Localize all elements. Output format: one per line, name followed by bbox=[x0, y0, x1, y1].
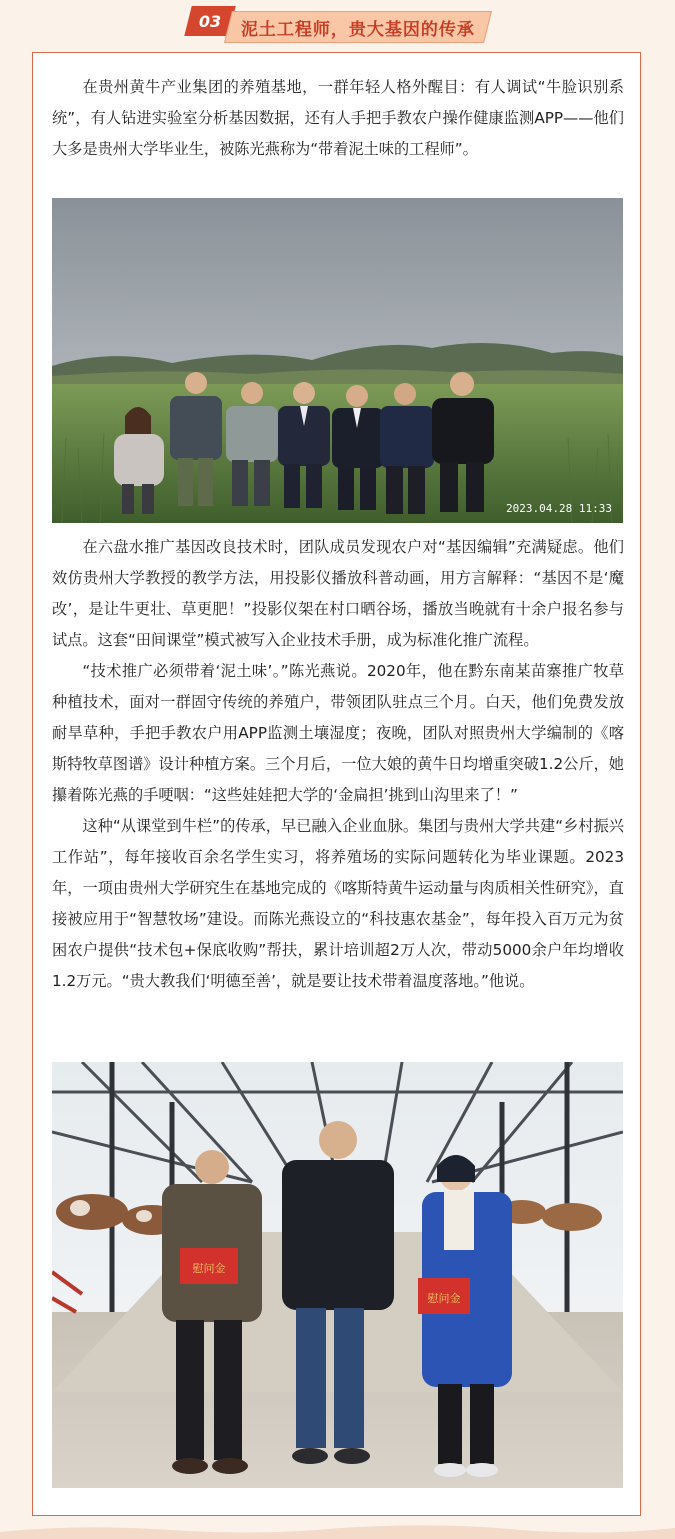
section-number: 03 bbox=[198, 11, 222, 31]
section-header bbox=[0, 0, 675, 48]
barn-group-photo bbox=[52, 1062, 623, 1488]
paragraph: 这种“从课堂到牛栏”的传承，早已融入企业血脉。集团与贵州大学共建“乡村振兴工作站”，每年接收百余名学生实习，将养殖场的实际问题转化为毕业课题。2023年，一项由贵州大学研究生在基地完成的《喀斯特黄牛运动量与肉质相关性研究》，直接被应用于“智慧牧场”建设。而陈光燕设立的“科技惠农基金”，每年投入百万元为贫困农户提供“技术包+保底收购”帮扶，累计培训超2万人次，带动5000余户年均增收1.2万元。“贵大教我们‘明德至善’，就是要让技术带着温度落地。”他说。 bbox=[52, 817, 624, 990]
field-group-photo bbox=[52, 198, 623, 523]
certificate-text-left: 慰问金 bbox=[192, 1262, 226, 1275]
certificate-text-right: 慰问金 bbox=[427, 1292, 461, 1305]
section-title: 泥土工程师，贵大基因的传承 bbox=[241, 19, 475, 40]
article-text-middle bbox=[52, 532, 624, 997]
barn-photo-illustration bbox=[52, 1062, 623, 1488]
paragraph: “技术推广必须带着‘泥土味’。”陈光燕说。2020年，他在黔东南某苗寨推广牧草种植技术，面对一群固守传统的养殖户，带领团队驻点三个月。白天，他们免费发放耐旱草种，手把手教农户用APP监测土壤湿度；夜晚，团队对照贵州大学编制的《喀斯特牧草图谱》设计种植方案。三个月后，一位大娘的黄牛日均增重突破1.2公斤，她攥着陈光燕的手哽咽：“这些娃娃把大学的‘金扁担’挑到山沟里来了！” bbox=[52, 662, 624, 804]
photo-timestamp: 2023.04.28 11:33 bbox=[506, 502, 612, 515]
paragraph: 在贵州黄牛产业集团的养殖基地，一群年轻人格外醒目：有人调试“牛脸识别系统”，有人钻进实验室分析基因数据，还有人手把手教农户操作健康监测APP——他们大多是贵州大学毕业生，被陈光燕称为“带着泥土味的工程师”。 bbox=[52, 78, 624, 158]
field-photo-illustration bbox=[52, 198, 623, 523]
article-text-top bbox=[52, 72, 624, 165]
section-title-bar bbox=[224, 11, 492, 43]
paragraph: 在六盘水推广基因改良技术时，团队成员发现农户对“基因编辑”充满疑虑。他们效仿贵州大学教授的教学方法，用投影仪播放科普动画，用方言解释：“基因不是‘魔改’，是让牛更壮、草更肥！”投影仪架在村口晒谷场，播放当晚就有十余户报名参与试点。这套“田间课堂”模式被写入企业技术手册，成为标准化推广流程。 bbox=[52, 538, 624, 649]
decorative-brush-stripe bbox=[0, 1520, 675, 1539]
